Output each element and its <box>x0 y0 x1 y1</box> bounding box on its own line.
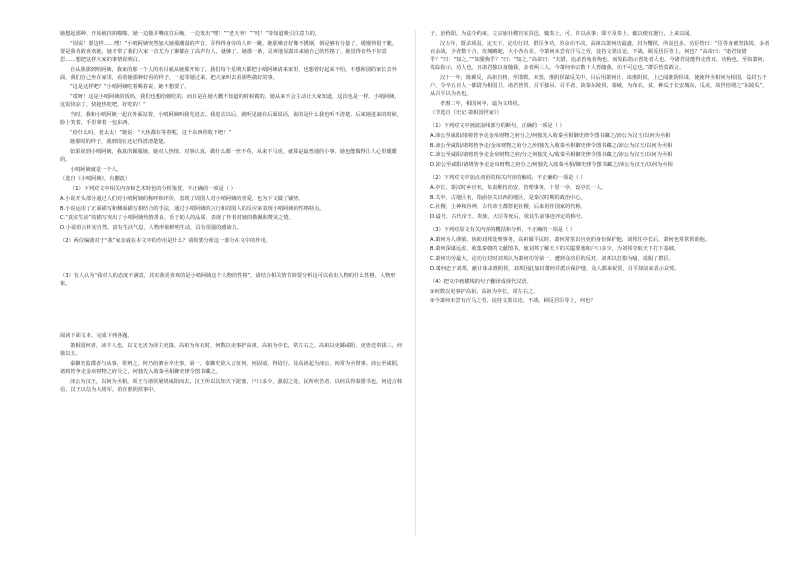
option-d: D.萧何忠于刘邦，献计诛杀淮阴侯，刘邦因此加封萧何并派兵保护他，众人都来祝贺，召平却前来表示哀悼。 <box>430 265 680 272</box>
story-paragraph: “这是这样吧？”小哨阿姨吃着喝着说，她不想要了。 <box>70 84 190 91</box>
option-b: B.萧何深谋远虑，收集秦朝的文献图书，使刘邦了解天下的关隘要塞和户口多少，为刘邦夺取天下打下基础。 <box>430 246 680 253</box>
source-note: （选自《小哨阿姨》，有删改） <box>60 176 131 183</box>
question-3: （3）下列对原文有关内容的概括和分析，不正确的一项是（ ） <box>430 227 576 233</box>
option-a: A.沛公至咸阳/诸将皆争走金帛财物之府分之/何独先入收秦丞相御史律令图书藏之/沛公为汉王/以何为丞相 <box>430 133 671 139</box>
classical-paragraph: 汉五年，既杀项羽，定天下，论功行封。群臣争功，岁余功不决。高祖以萧何功最盛，封为酂侯，所食邑多。功臣皆曰：“臣等身被坚执锐，多者百余战，少者数十合，攻城略地，大小各有差。今萧何未尝有汗马之劳，徒持文墨议论，不战，顾反居臣等上，何也？”高帝曰：“诸君知猎乎？”曰：“知之。”“知猎狗乎？”曰：“知之。”高帝曰：“夫猎，追杀兽兔者狗也，而发踪指示兽处者人也。今诸君徒能得走兽耳，功狗也。至如萧何，发踪指示，功人也。且诸君独以身随我，多者两三人。今萧何举宗数十人皆随我，功不可忘也。”群臣皆莫敢言。 <box>430 40 770 71</box>
story-paragraph: 自从我那到哈阿姨，我家的那一个人的名目就从她那开始了。我们每个星期天都把小哨阿姨请来家里，也想着好起来不怕。不想和别的家长去外面，我们自己坐在家里，看着她那种好看的样子，一起等她过来，把大家叫去看那些做好的事。 <box>60 66 397 81</box>
story-paragraph: 她想起那种、开始就挂拍啪啪。她一边拨弄嘴皮往后缩，一边发出“嘿！”“老天爷！”“哇！”等知道吸引注意力的。 <box>60 31 320 37</box>
option-b: B.沛公至咸阳/诸将皆争走/金帛财物之府分之/何独先入收秦丞相御史律令图书藏之/沛公为汉王/以何为丞相 <box>430 142 673 149</box>
option-c: C.“真实生活”的描写突出了小哨阿姨热情善良、乐于助人的品质，表现了作者对她的敬佩和赞美之情。 <box>60 215 294 222</box>
option-a: A.萧何为人谨慎，协助刘邦处理事务。高祖做平民时，萧何常常以官吏的身份保护他，刘邦任亭长后，萧何也常常帮助他。 <box>430 236 711 243</box>
question-2: （2）两位编剧对于“我”家亲戚在本文中的作用是什么？请简要分析这一部分在文中的作用。 <box>60 237 271 244</box>
classical-paragraph: 萧相国何者，沛丰人也。以文无害为沛主吏掾。高祖为布衣时，何数以吏事护高祖。高祖为亭长，常左右之。高祖以吏繇咸阳，吏皆送奉钱三，何独以五。 <box>60 343 403 358</box>
option-c: C.社稷，土神和谷神，古代帝王都祭祀社稷，后来用作国家的代称。 <box>430 204 586 211</box>
left-column <box>60 30 402 395</box>
classical-paragraph: 秦御史监郡者与从事，常辨之。何乃给泗水卒史事，第一。秦御史欲入言征何，何固请，得毋行。及高祖起为沛公，何常为丞督事。沛公至咸阳，诸将皆争走金帛财物之府分之，何独先入收秦丞相御史律令图书藏之。 <box>60 360 403 375</box>
option-a: A.亭长，秦汉时乡官名，负责维持治安、管理事务，十里一亭，设亭长一人。 <box>430 184 607 191</box>
source-note: （节选自《史记·萧相国世家》） <box>430 110 502 117</box>
question-1: （1）下列对文中相关内容和艺术特色的分析鉴赏，不正确的一项是（ ） <box>70 186 236 193</box>
option-c: C.萧何功劳最大，论功行封时刘邦认为萧何功劳第一，遭到众功臣的反对，刘邦以打猎为喻，说服了群臣。 <box>430 256 674 263</box>
answer-space <box>60 247 402 267</box>
option-d: D.谥号，古代帝王、贵族、大臣等死后，依其生前事迹评定的称号。 <box>430 213 587 220</box>
story-paragraph: 当时，我和小哨阿姨一起在外面站着，小哨阿姨叫我先进去。我进去以后，就听见她在后面说话，说的是什么我也听不清楚。后来她进来的时候，脸上笑着，手里拿着一包东西。 <box>60 111 403 126</box>
classical-paragraph: 汉十一年，陈豨反，高祖自将，至邯郸。未罢，淮阴侯谋反关中，吕后用萧何计，诛淮阴侯。上已闻淮阴侯诛，使使拜丞相何为相国，益封五千户，令卒五百人一都尉为相国卫。诸君皆贺，召平独吊。召平者，故秦东陵侯。秦破，为布衣，贫，种瓜于长安城东，瓜美，故世俗谓之“东陵瓜”，从召平以为名也。 <box>430 74 768 97</box>
answer-space <box>60 289 402 323</box>
option-a: A.小说开头部分通过人们对小哨阿姨的称呼和评价，表现了周围人对小哨阿姨的喜爱，也为下文做了铺垫。 <box>60 195 304 202</box>
question-1: （1）下列对文中画波浪线部分的断句，正确的一项是（ ） <box>430 123 565 130</box>
right-column <box>430 30 772 307</box>
translation-item: ①何数以吏事护高祖。高祖为亭长，常左右之。 <box>430 288 539 295</box>
classical-paragraph: 沛公为汉王，以何为丞相。项王与诸侯屠烧咸阳而去。汉王所以具知天下阸塞，户口多少，强弱之处，民所疾苦者，以何具得秦图书也。何进言韩信，汉王以信为大将军。语在淮阴侯事中。 <box>60 378 403 393</box>
classical-paragraph: 子，治栎阳。为法令约束，立宗庙社稷宫室县邑，辄奏上，可，许以从事；即不及奏上，辄以便宜施行，上来以闻。 <box>430 31 695 37</box>
story-paragraph: 小哨阿姨就是一个人。 <box>70 166 122 173</box>
option-b: B.小说运用了正面描写和侧面描写相结合的手法，通过小哨阿姨的言行和周围人的反应来表现小哨阿姨的性格特点。 <box>60 205 325 212</box>
story-paragraph: 她那时的样子，我到现在还记得清清楚楚。 <box>70 139 169 146</box>
story-paragraph: “给什么吗，老太太！”她说：“大伙都在等着呢，这个东西你收下吧！” <box>70 129 232 136</box>
story-paragraph: 如果说到小哨阿姨，我真的佩服她。她对人热情，对事认真，做什么都一丝不苟，从来不马虎。就算是最普通的小事，她也能做得让人心里暖暖的。 <box>60 148 397 164</box>
question-3: （3）有人认为“我对人的态度不满意，其实我更喜欢的是小哨阿姨这个人物的性格”。请结合相关情节简要分析这可以看出人物的什么性格，人物形象。 <box>60 272 396 287</box>
story-paragraph: “哎呀！这是小哨阿姨的饭吗，我们也想给她吃的，而且是在她大概不知道的时候做的，她从来不会主动让大家知道，这次也是一样。小哨阿姨，这饭快凉了，快趁热吃吧，好吃的！” <box>60 94 400 109</box>
story-paragraph: “别说！要这样……嘿！”小哨阿姨突然加大她那潮湿的声音，弄得得身旁的人吓一跳。她那嗓音好像不锈钢，倒是够有分量了，缓慢得很干脆。要是我肯敢喜欢她，她才带了我们大家一首尤为了聚都在了高声有人，就够了。她那一条，灵爽地显露出来她自己的性格了，她觉得有些不好意思……想把这样大家的事情说明白。 <box>60 40 398 63</box>
translation-item: ②今萧何未尝有汗马之劳，徒持文墨议论，不战，顾反居臣等上，何也？ <box>430 298 596 305</box>
classical-paragraph: 孝惠二年，相国何卒，谥为文终侯。 <box>440 100 524 107</box>
question-2: （2）下列对文中加点词语的相关内容的解说，不正确的一项是（ ） <box>430 175 586 182</box>
section-intro: 阅读下面文本，完成下列各题。 <box>60 333 133 340</box>
option-c: C.沛公至咸阳/诸将皆争走金帛财物之府/分之何独先入/收秦丞相御史律令图书藏之/沛公为汉王/以何为丞相 <box>430 152 673 159</box>
column-divider <box>415 30 416 535</box>
option-d: D.小说语言朴实自然，富有生活气息，人物形象鲜明生动，具有很强的感染力。 <box>60 224 243 231</box>
question-4: （4）把文中画横线的句子翻译成现代汉语。 <box>430 278 532 285</box>
option-d: D.沛公至咸阳/诸将皆争走金帛财物之府分之/何独先入收秦丞相/御史律令图书藏之/沛公为汉王/以何为丞相 <box>430 162 673 169</box>
option-b: B.关中，古地区名，指函谷关以西的地区，是秦汉时期的政治中心。 <box>430 194 586 201</box>
